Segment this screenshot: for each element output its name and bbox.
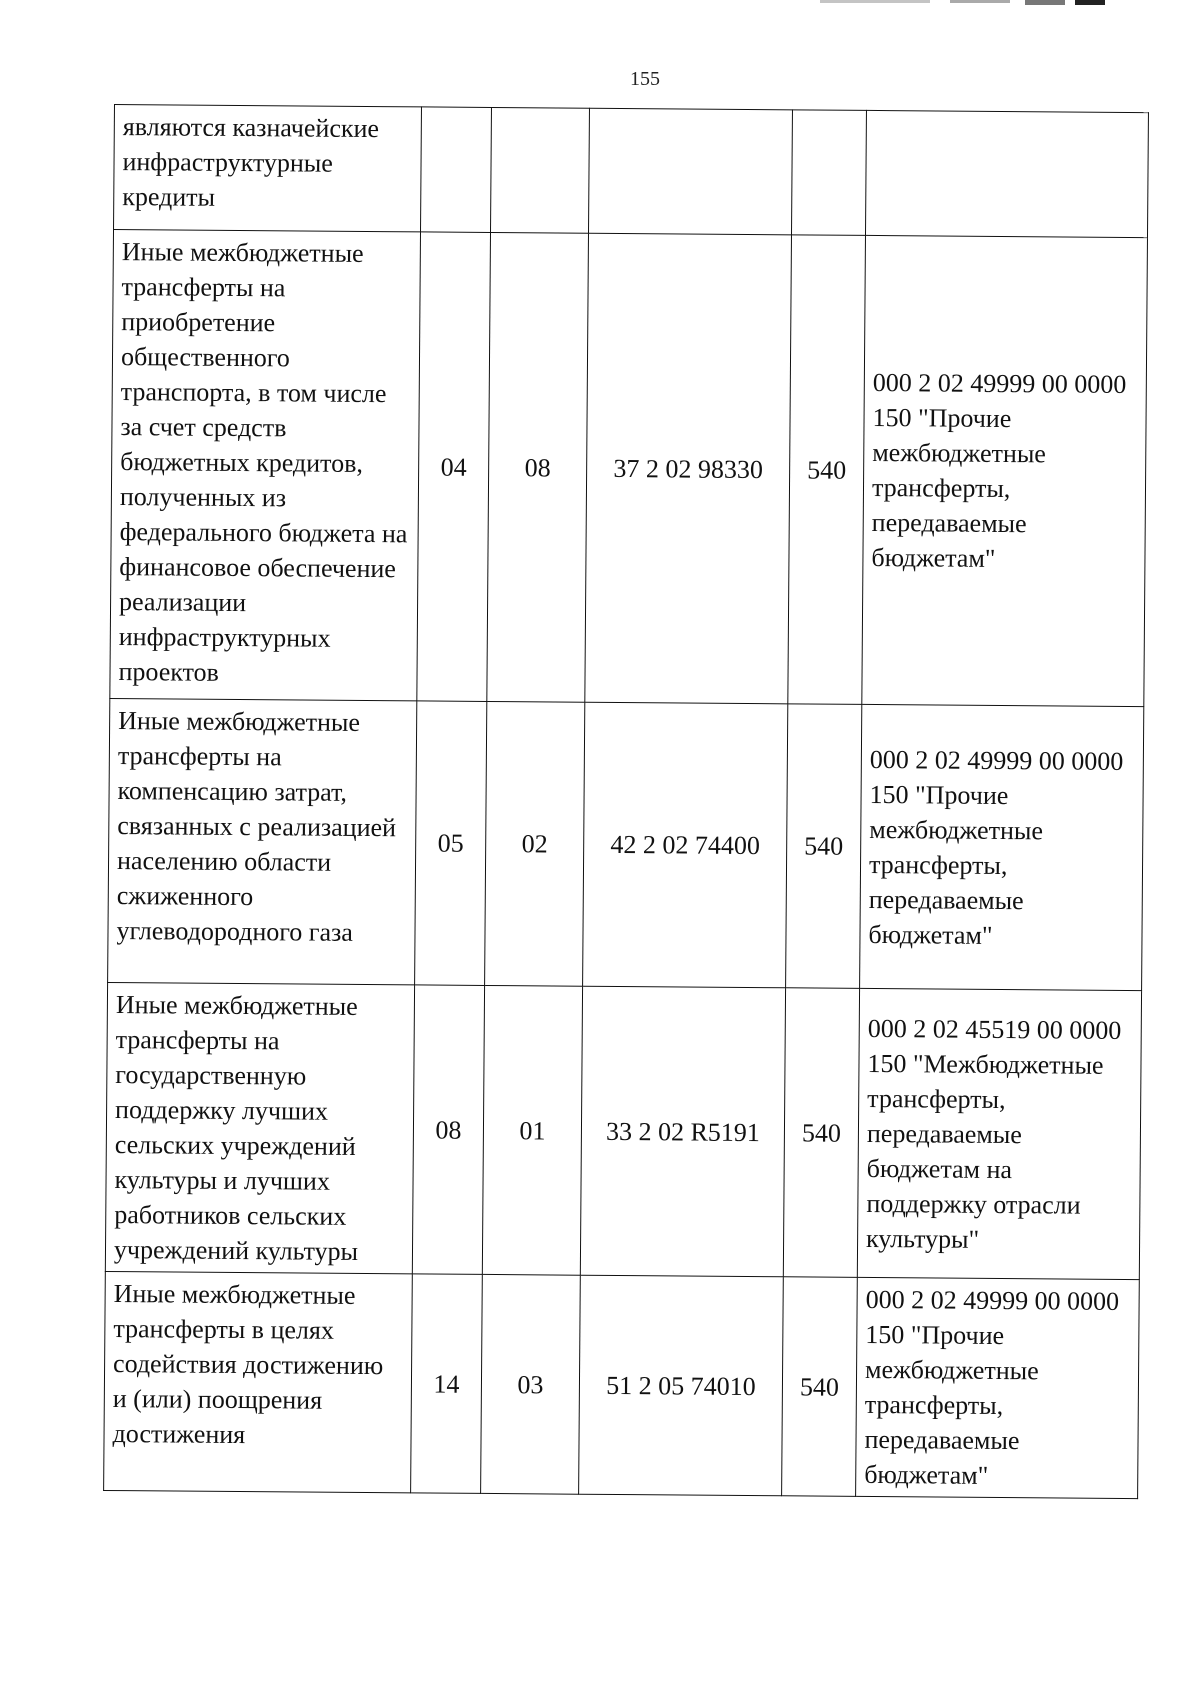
income-code-cell: 000 2 02 49999 00 0000 150 "Прочие межбюджетные трансферты, передаваемые бюджетам" bbox=[860, 704, 1144, 990]
target-article-cell bbox=[588, 108, 792, 235]
row-name-cell: Иные межбюджетные трансферты на компенсацию затрат, связанных с реализацией населению области сжиженного углеводородного газа bbox=[108, 698, 417, 984]
table-row bbox=[108, 698, 1144, 990]
target-article-cell: 37 2 02 98330 bbox=[585, 233, 792, 704]
scan-artifact bbox=[820, 0, 1120, 8]
target-article-cell: 42 2 02 74400 bbox=[583, 702, 788, 988]
table-row bbox=[114, 105, 1149, 238]
income-code-cell: 000 2 02 45519 00 0000 150 "Межбюджетные трансферты, передаваемые бюджетам на поддержку отрасли культуры" bbox=[857, 988, 1141, 1279]
subsection-cell: 03 bbox=[481, 1274, 581, 1494]
expense-type-cell: 540 bbox=[783, 988, 859, 1278]
section-cell bbox=[421, 107, 492, 233]
target-article-cell: 51 2 05 74010 bbox=[579, 1275, 784, 1496]
section-cell: 04 bbox=[417, 232, 491, 702]
subsection-cell: 01 bbox=[482, 985, 582, 1275]
expense-type-cell: 540 bbox=[782, 1277, 858, 1497]
page-number: 155 bbox=[630, 68, 660, 90]
subsection-cell bbox=[491, 107, 590, 233]
income-code-cell: 000 2 02 49999 00 0000 150 "Прочие межбюджетные трансферты, передаваемые бюджетам" bbox=[862, 235, 1148, 706]
subsection-cell: 02 bbox=[485, 701, 585, 986]
subsection-cell: 08 bbox=[487, 232, 589, 702]
table-row bbox=[105, 982, 1141, 1279]
row-name-cell: Иные межбюджетные трансферты на приобретение общественного транспорта, в том числе за счет средств бюджетных кредитов, полученных из федерального бюджета на финансовое обеспечение реализации инфраструктурных проектов bbox=[110, 230, 421, 701]
row-name-cell: Иные межбюджетные трансферты в целях содействия достижению и (или) поощрения достижения bbox=[104, 1271, 413, 1492]
income-code-cell bbox=[865, 110, 1148, 237]
table-row bbox=[104, 1271, 1140, 1498]
expense-type-cell: 540 bbox=[786, 704, 862, 989]
income-code-cell: 000 2 02 49999 00 0000 150 "Прочие межбюджетные трансферты, передаваемые бюджетам" bbox=[856, 1277, 1140, 1498]
row-name-cell: являются казначейские инфраструктурные кредиты bbox=[114, 105, 422, 232]
expense-type-cell bbox=[791, 110, 866, 236]
target-article-cell: 33 2 02 R5191 bbox=[580, 986, 785, 1277]
section-cell: 08 bbox=[412, 985, 484, 1275]
table-row bbox=[110, 230, 1148, 707]
section-cell: 14 bbox=[411, 1274, 483, 1494]
section-cell: 05 bbox=[415, 701, 487, 986]
budget-table bbox=[103, 104, 1148, 1499]
expense-type-cell: 540 bbox=[788, 235, 866, 705]
row-name-cell: Иные межбюджетные трансферты на государственную поддержку лучших сельских учреждений культуры и лучших работников сельских учреждений культуры bbox=[105, 982, 414, 1273]
